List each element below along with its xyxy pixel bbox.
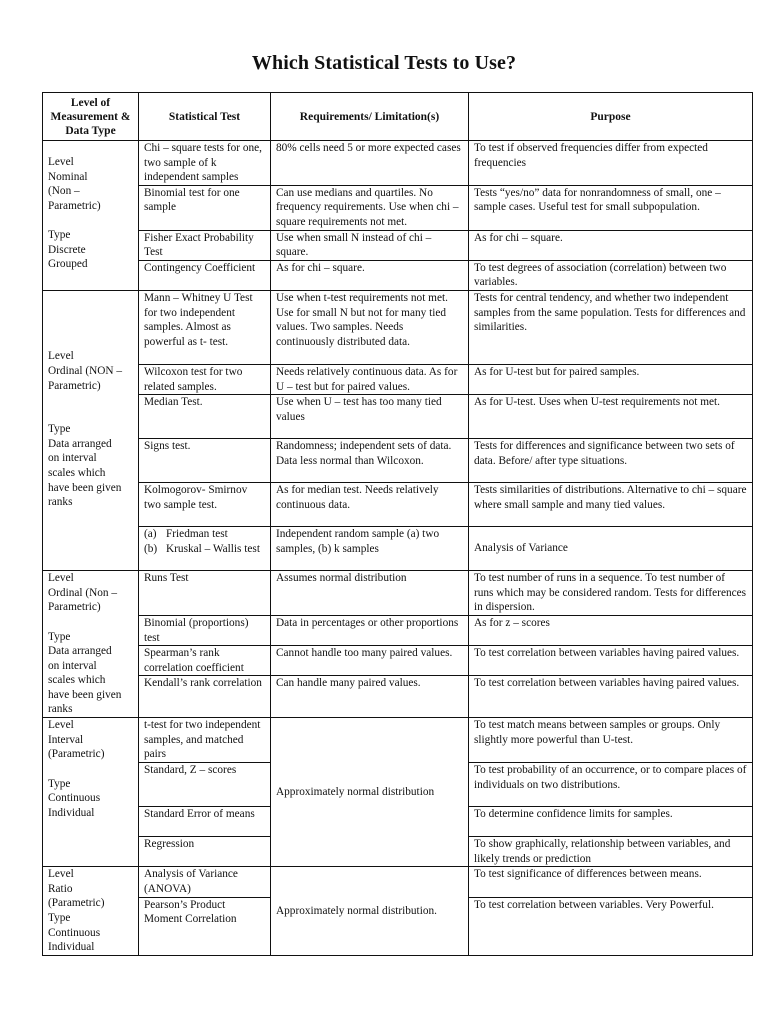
purpose-cell: As for U-test but for paired samples. <box>469 364 753 394</box>
test-cell: Binomial (proportions) test <box>139 615 271 645</box>
purpose-cell: Tests “yes/no” data for nonrandomness of small, one – sample cases. Useful test for small subpopulation. <box>469 185 753 230</box>
table-row <box>43 571 753 616</box>
test-cell: Contingency Coefficient <box>139 260 271 290</box>
group-ratio: Level Ratio (Parametric) Type Continuous Individual <box>43 867 139 956</box>
list-marker: (a) <box>144 528 157 541</box>
purpose-cell: As for U-test. Uses when U-test requirements not met. <box>469 395 753 439</box>
test-cell: Kendall’s rank correlation <box>139 676 271 718</box>
page-title: Which Statistical Tests to Use? <box>251 52 517 74</box>
test-cell: Kolmogorov- Smirnov two sample test. <box>139 483 271 527</box>
req-cell: As for chi – square. <box>271 260 469 290</box>
test-cell: Analysis of Variance (ANOVA) <box>139 867 271 897</box>
req-cell: Randomness; independent sets of data. Data less normal than Wilcoxon. <box>271 439 469 483</box>
table-row <box>43 676 753 718</box>
purpose-cell: To test correlation between variables having paired values. <box>469 646 753 676</box>
table-row <box>43 527 753 571</box>
test-cell: Chi – square tests for one, two sample of k independent samples <box>139 141 271 186</box>
purpose-cell: Tests similarities of distributions. Alternative to chi – square where small sample and many tied values. <box>469 483 753 527</box>
test-cell: Wilcoxon test for two related samples. <box>139 364 271 394</box>
req-cell: Needs relatively continuous data. As for U – test but for paired values. <box>271 364 469 394</box>
header-purpose: Purpose <box>469 93 753 141</box>
table-row <box>43 439 753 483</box>
purpose-cell: To test significance of differences between means. <box>469 867 753 897</box>
group-ordinal-2: Level Ordinal (Non – Parametric) Type Data arranged on interval scales which have been given ranks <box>43 571 139 718</box>
purpose-cell: To test match means between samples or groups. Only slightly more powerful than U-test. <box>469 718 753 763</box>
purpose-cell: To test if observed frequencies differ from expected frequencies <box>469 141 753 186</box>
friedman-kruskal-list <box>144 527 265 556</box>
table-row <box>43 867 753 897</box>
test-cell: Median Test. <box>139 395 271 439</box>
header-level: Level of Measurement & Data Type <box>43 93 139 141</box>
req-cell: Can handle many paired values. <box>271 676 469 718</box>
req-cell: Cannot handle too many paired values. <box>271 646 469 676</box>
test-cell: Standard, Z – scores <box>139 763 271 807</box>
purpose-cell: Analysis of Variance <box>469 527 753 571</box>
test-cell: Regression <box>139 837 271 867</box>
header-requirements: Requirements/ Limitation(s) <box>271 93 469 141</box>
purpose-cell: To test degrees of association (correlation) between two variables. <box>469 260 753 290</box>
list-item-text: Friedman test <box>166 528 228 541</box>
req-cell: As for median test. Needs relatively continuous data. <box>271 483 469 527</box>
req-cell: Independent random sample (a) two samples, (b) k samples <box>271 527 469 571</box>
purpose-cell: As for z – scores <box>469 615 753 645</box>
purpose-cell: To determine confidence limits for samples. <box>469 807 753 837</box>
purpose-cell: To test probability of an occurrence, or to compare places of individuals on two distributions. <box>469 763 753 807</box>
table-row <box>43 646 753 676</box>
table-header-row <box>43 93 753 141</box>
req-cell: Data in percentages or other proportions <box>271 615 469 645</box>
group-ordinal-1: Level Ordinal (NON – Parametric) Type Data arranged on interval scales which have been given ranks <box>43 290 139 570</box>
req-cell: Can use medians and quartiles. No frequency requirements. Use when chi – square requirements not met. <box>271 185 469 230</box>
table-row <box>43 483 753 527</box>
test-cell: Signs test. <box>139 439 271 483</box>
purpose-cell: To test number of runs in a sequence. To test number of runs which may be considered random. Tests for differences in dispersion. <box>469 571 753 616</box>
test-cell: Pearson’s Product Moment Correlation <box>139 897 271 955</box>
test-cell: Mann – Whitney U Test for two independent samples. Almost as powerful as t- test. <box>139 290 271 364</box>
list-item-text: Kruskal – Wallis test <box>166 542 260 555</box>
req-cell: Use when U – test has too many tied values <box>271 395 469 439</box>
req-cell: Approximately normal distribution. <box>271 867 469 956</box>
test-cell <box>139 527 271 571</box>
purpose-cell: To show graphically, relationship between variables, and likely trends or prediction <box>469 837 753 867</box>
test-cell: Standard Error of means <box>139 807 271 837</box>
table-row <box>43 185 753 230</box>
statistical-tests-table <box>42 92 753 956</box>
list-marker: (b) <box>144 542 158 555</box>
req-cell: Approximately normal distribution <box>271 718 469 867</box>
list-item <box>144 542 265 557</box>
test-cell: Runs Test <box>139 571 271 616</box>
test-cell: Spearman’s rank correlation coefficient <box>139 646 271 676</box>
list-item <box>144 527 265 542</box>
purpose-cell: Tests for central tendency, and whether two independent samples from the same population. Tests for differences and similarities. <box>469 290 753 364</box>
req-cell: Use when t-test requirements not met. Use for small N but not for many tied values. Two samples. Needs continuously distributed data. <box>271 290 469 364</box>
test-cell: t-test for two independent samples, and matched pairs <box>139 718 271 763</box>
table-row <box>43 141 753 186</box>
test-cell: Binomial test for one sample <box>139 185 271 230</box>
header-test: Statistical Test <box>139 93 271 141</box>
table-row <box>43 230 753 260</box>
table-row <box>43 290 753 364</box>
group-nominal: Level Nominal (Non – Parametric) Type Discrete Grouped <box>43 141 139 291</box>
purpose-cell: As for chi – square. <box>469 230 753 260</box>
group-interval: Level Interval (Parametric) Type Continuous Individual <box>43 718 139 867</box>
table-row <box>43 395 753 439</box>
req-cell: 80% cells need 5 or more expected cases <box>271 141 469 186</box>
purpose-cell: Tests for differences and significance between two sets of data. Before/ after type situations. <box>469 439 753 483</box>
test-cell: Fisher Exact Probability Test <box>139 230 271 260</box>
table-row <box>43 615 753 645</box>
table-row <box>43 364 753 394</box>
purpose-cell: To test correlation between variables having paired values. <box>469 676 753 718</box>
table-row <box>43 718 753 763</box>
table-row <box>43 260 753 290</box>
req-cell: Assumes normal distribution <box>271 571 469 616</box>
purpose-cell: To test correlation between variables. Very Powerful. <box>469 897 753 955</box>
req-cell: Use when small N instead of chi – square. <box>271 230 469 260</box>
